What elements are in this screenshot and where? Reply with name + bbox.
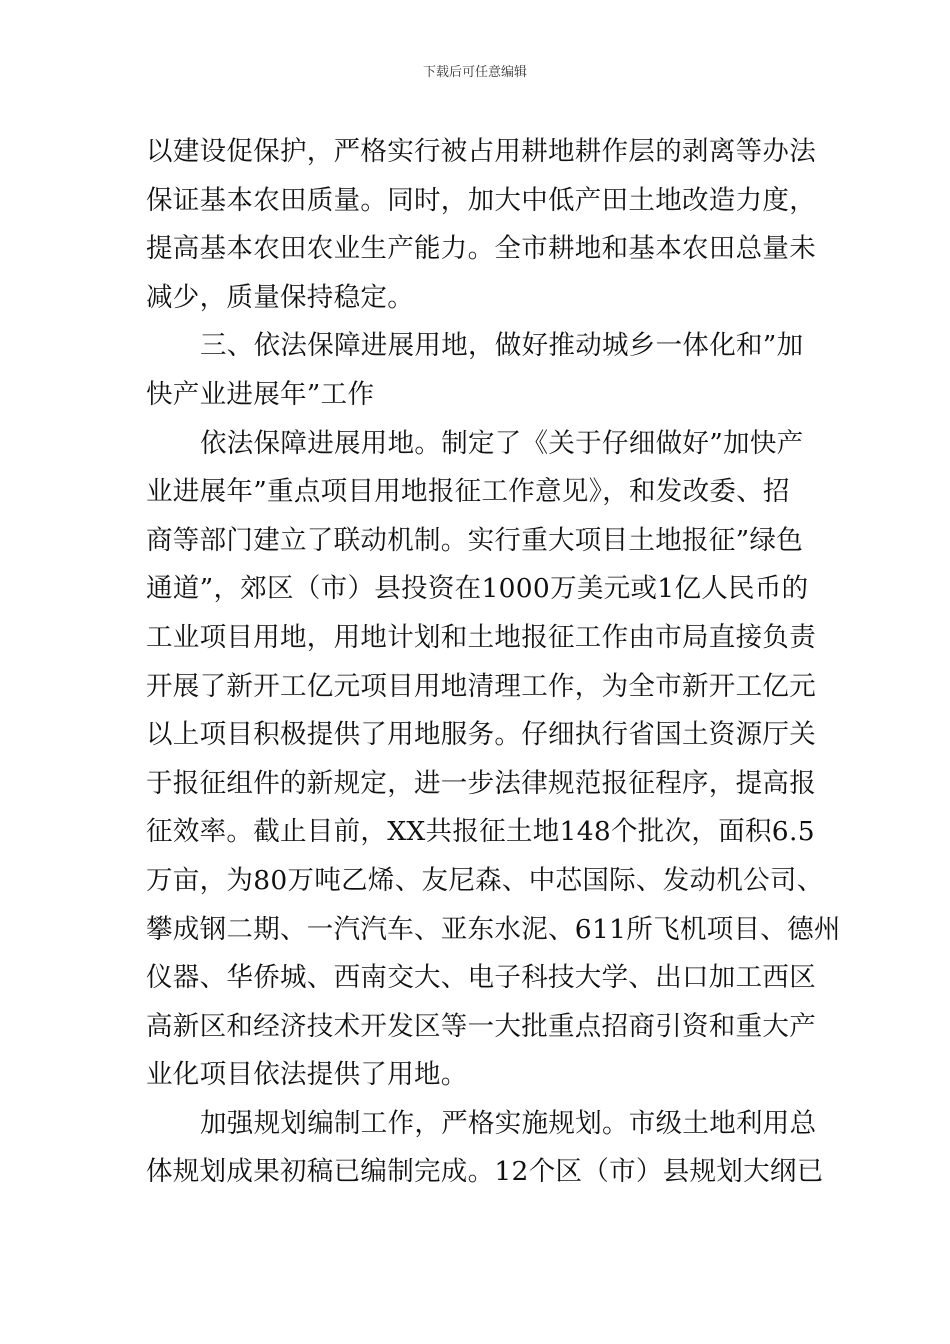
text-line: 开展了新开工亿元项目用地清理工作，为全市新开工亿元 [146, 670, 816, 702]
text-line: 加强规划编制工作，严格实施规划。市级土地利用总 [200, 1107, 817, 1139]
text-line: 攀成钢二期、一汽汽车、亚东水泥、611所飞机项目、德州 [146, 913, 841, 945]
text-line: 业化项目依法提供了用地。 [146, 1059, 468, 1091]
section-heading-line: 三、依法保障进展用地，做好推动城乡一体化和”加 [200, 330, 804, 362]
text-line: 通道”，郊区（市）县投资在1000万美元或1亿人民币的 [146, 573, 809, 605]
text-line: 提高基本农田农业生产能力。全市耕地和基本农田总量未 [146, 233, 816, 265]
text-line: 减少，质量保持稳定。 [146, 281, 414, 313]
document-body [146, 128, 841, 1197]
text-line: 高新区和经济技术开发区等一大批重点招商引资和重大产 [146, 1010, 816, 1042]
text-line: 以上项目积极提供了用地服务。仔细执行省国土资源厅关 [146, 719, 816, 751]
text-line: 依法保障进展用地。制定了《关于仔细做好”加快产 [200, 427, 804, 459]
section-heading-line: 快产业进展年”工作 [146, 378, 375, 410]
text-line: 商等部门建立了联动机制。实行重大项目土地报征”绿色 [146, 524, 804, 556]
text-line: 于报征组件的新规定，进一步法律规范报征程序，提高报 [146, 767, 816, 799]
text-line: 仪器、华侨城、西南交大、电子科技大学、出口加工西区 [146, 962, 816, 994]
text-line: 体规划成果初稿已编制完成。12个区（市）县规划大纲已 [146, 1156, 824, 1188]
text-line: 保证基本农田质量。同时，加大中低产田土地改造力度， [146, 184, 816, 216]
text-line: 以建设促保护，严格实行被占用耕地耕作层的剥离等办法 [146, 136, 816, 167]
page-header: 下载后可任意编辑 [422, 65, 527, 80]
text-line: 业进展年”重点项目用地报征工作意见》，和发改委、招 [146, 476, 790, 508]
text-line: 工业项目用地，用地计划和土地报征工作由市局直接负责 [146, 621, 816, 653]
text-line: 万亩，为80万吨乙烯、友尼森、中芯国际、发动机公司、 [146, 864, 824, 896]
text-line: 征效率。截止目前，XX共报征土地148个批次，面积6.5 [146, 816, 815, 848]
